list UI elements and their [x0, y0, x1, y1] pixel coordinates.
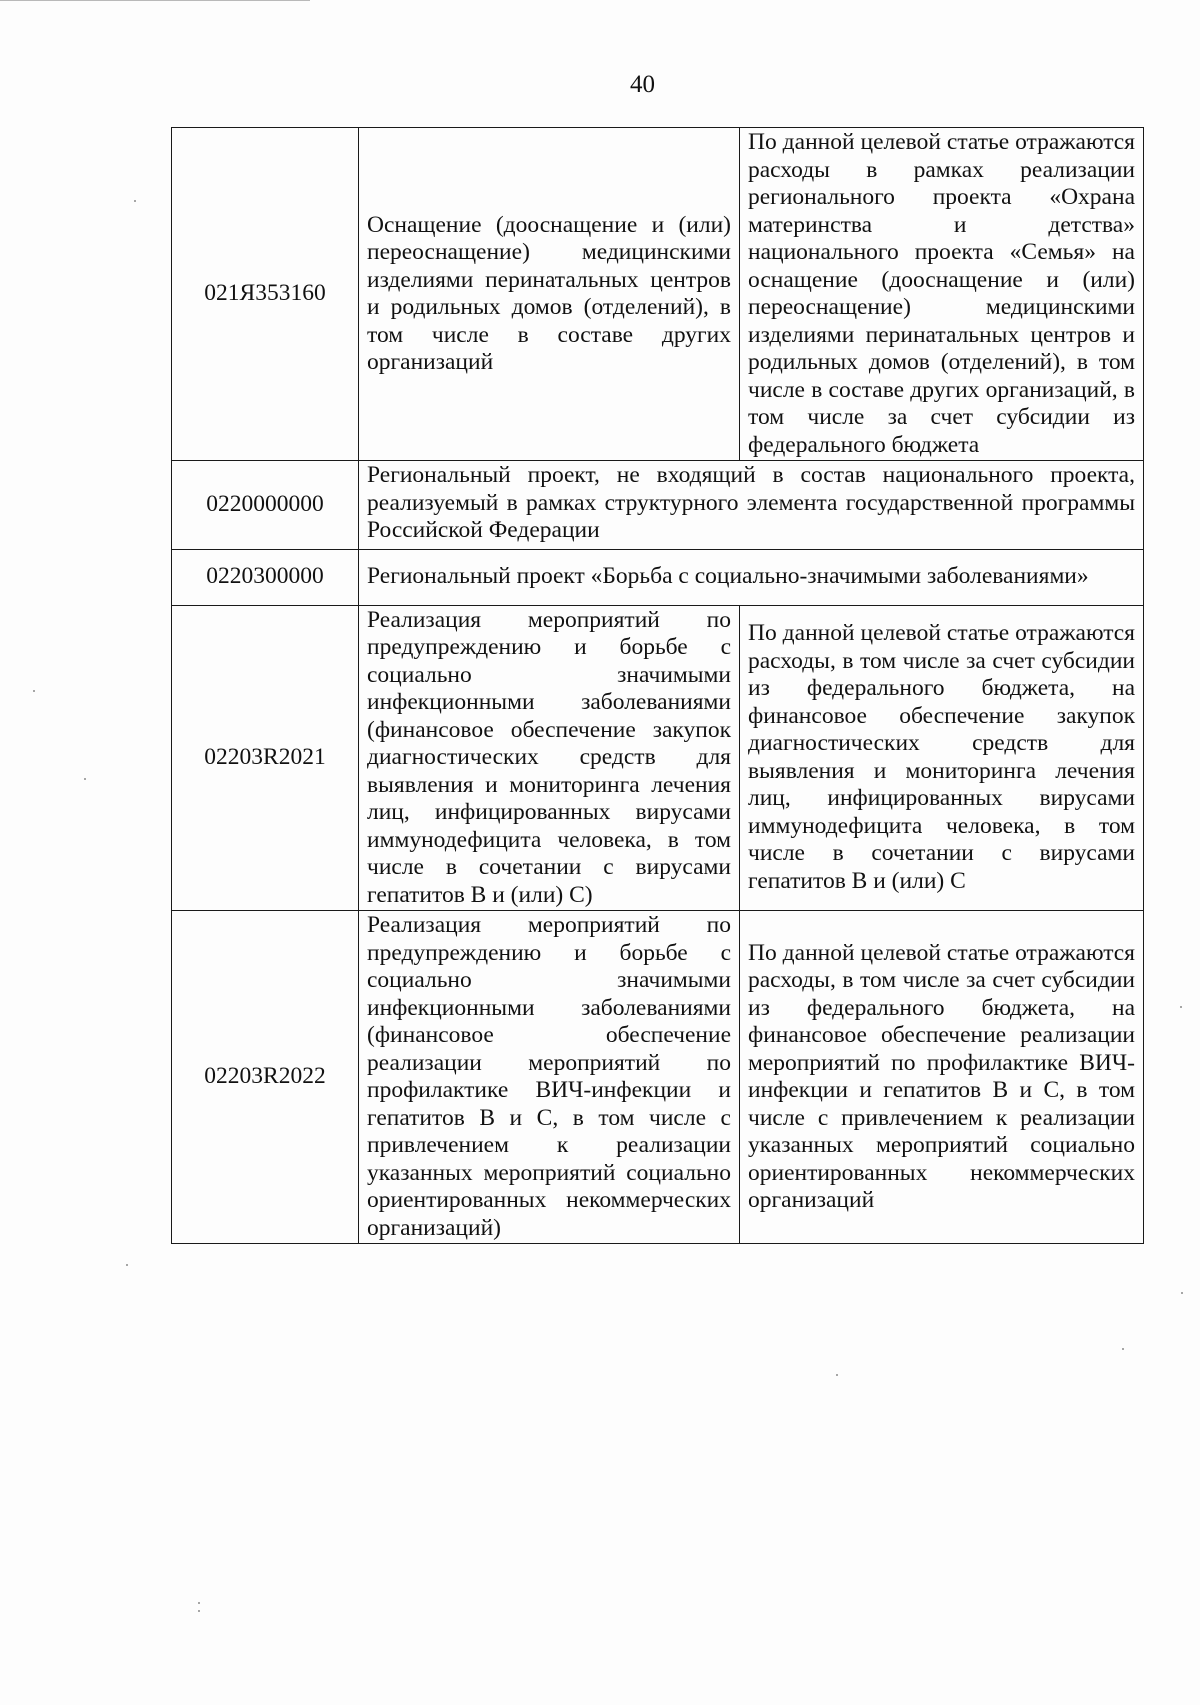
scan-speck	[1180, 1006, 1182, 1008]
row-code: 02203R2021	[172, 605, 359, 911]
row-name: Реализация мероприятий по предупреждению и борьбе с социально значимыми инфекционными заболеваниями (финансовое обеспечение реализации мероприятий по профилактике ВИЧ-инфекции и гепатитов B и C, в том числе с привлечением к реализации указанных мероприятий социально ориентированных некоммерческих организаций)	[359, 911, 740, 1244]
scan-edge-line	[0, 0, 310, 1]
row-description: По данной целевой статье отражаются расходы, в том числе за счет субсидии из федерального бюджета, на финансовое обеспечение закупок диагностических средств для выявления и мониторинга лечения лиц, инфицированных вирусами иммунодефицита человека, в том числе в сочетании с вирусами гепатитов B и (или) C	[740, 605, 1144, 911]
scan-speck	[1181, 1292, 1183, 1294]
row-merged-text: Региональный проект, не входящий в состав национального проекта, реализуемый в рамках структурного элемента государственной программы Российской Федерации	[359, 461, 1144, 550]
row-code: 02203R2022	[172, 911, 359, 1244]
scan-speck	[1122, 1348, 1124, 1350]
table-row	[172, 128, 1144, 461]
scan-speck	[836, 1374, 838, 1376]
row-name: Реализация мероприятий по предупреждению и борьбе с социально значимыми инфекционными заболеваниями (финансовое обеспечение закупок диагностических средств для выявления и мониторинга лечения лиц, инфицированных вирусами иммунодефицита человека, в том числе в сочетании с вирусами гепатитов B и (или) C)	[359, 605, 740, 911]
row-code: 0220300000	[172, 549, 359, 605]
scan-speck	[198, 1610, 200, 1612]
page-number: 40	[630, 71, 655, 98]
scan-speck	[84, 778, 86, 780]
table-row	[172, 911, 1144, 1244]
row-code: 0220000000	[172, 461, 359, 550]
scan-speck	[198, 1602, 200, 1604]
row-code: 021Я353160	[172, 128, 359, 461]
scan-speck	[126, 1264, 128, 1266]
row-description: По данной целевой статье отражаются расходы в рамках реализации регионального проекта «Охрана материнства и детства» национального проекта «Семья» на оснащение (дооснащение и (или) переоснащение) медицинскими изделиями перинатальных центров и родильных домов (отделений), в том числе в составе других организаций, в том числе за счет субсидии из федерального бюджета	[740, 128, 1144, 461]
budget-code-table	[171, 127, 1144, 1244]
row-name: Оснащение (дооснащение и (или) переоснащение) медицинскими изделиями перинатальных центров и родильных домов (отделений), в том числе в составе других организаций	[359, 128, 740, 461]
row-description: По данной целевой статье отражаются расходы, в том числе за счет субсидии из федерального бюджета, на финансовое обеспечение реализации мероприятий по профилактике ВИЧ-инфекции и гепатитов B и C, в том числе с привлечением к реализации указанных мероприятий социально ориентированных некоммерческих организаций	[740, 911, 1144, 1244]
scan-speck	[33, 690, 35, 692]
table-row	[172, 549, 1144, 605]
table-row	[172, 461, 1144, 550]
row-merged-text: Региональный проект «Борьба с социально-значимыми заболеваниями»	[359, 549, 1144, 605]
scan-speck	[134, 200, 136, 202]
table-row	[172, 605, 1144, 911]
